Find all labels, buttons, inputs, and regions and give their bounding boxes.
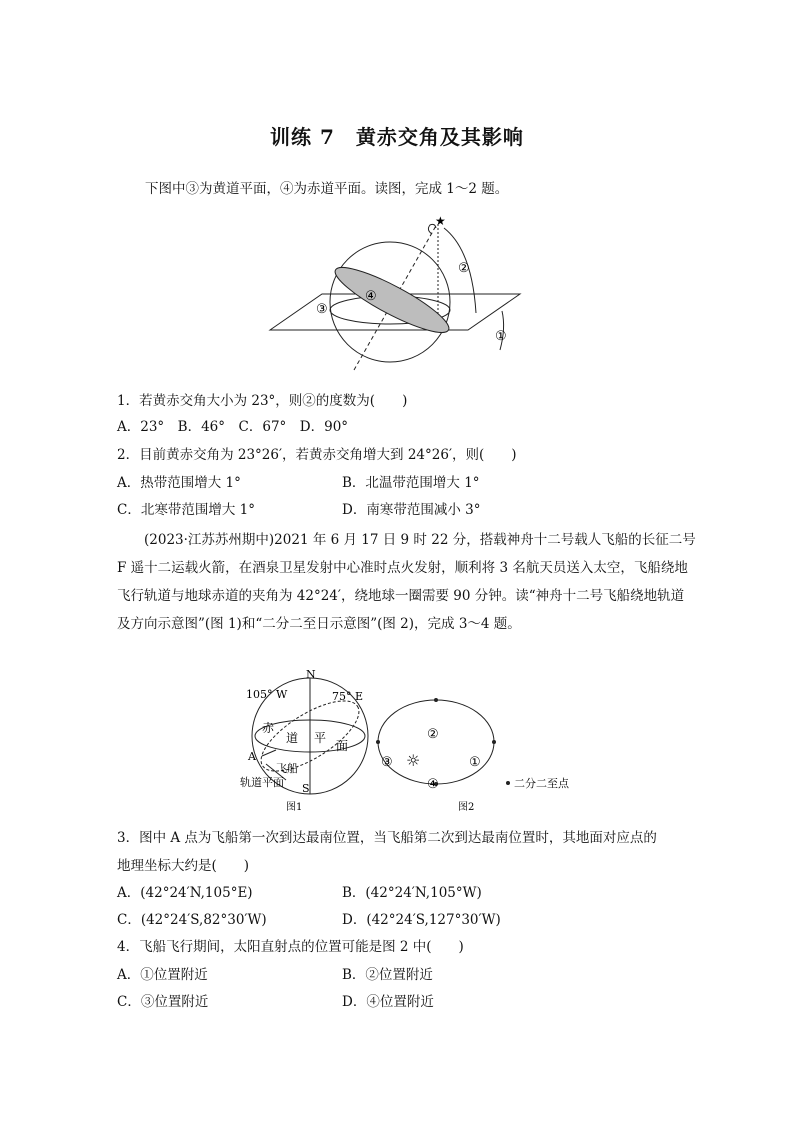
page-title: 训练 7 黄赤交角及其影响 xyxy=(270,125,524,149)
label-a: A xyxy=(248,750,256,763)
q2-option-a: A．热带范围增大 1° xyxy=(117,475,241,491)
star-icon: ★ xyxy=(435,214,446,228)
label-4: ④ xyxy=(365,289,377,304)
q2-stem: 2．目前黄赤交角为 23°26′，若黄赤交角增大到 24°26′，则( ) xyxy=(117,447,517,463)
label-dao: 道 xyxy=(286,731,299,745)
label-orbit-plane: 轨道平面 xyxy=(240,776,284,789)
ecliptic-equator-figure xyxy=(262,210,532,380)
label-75e: 75° E xyxy=(332,690,364,703)
label-2: ② xyxy=(458,261,470,276)
q2-option-b: B．北温带范围增大 1° xyxy=(342,475,480,491)
intro-text-2: (2023·江苏苏州期中)2021 年 6 月 17 日 9 时 22 分，搭载神舟十二号载人飞船的长征二号 F 遥十二运载火箭，在酒泉卫星发射中心准时点火发射，顺利将 3 名航天员送入太空，飞船绕地飞行轨道与地球赤道的夹角为 42°24′，绕地球一圈需要 90 分钟。读“神舟十二号飞船绕地轨道及方向示意图”(图 1)和“二分二至日示意图”(图 2)，完成 3～4 题。 xyxy=(117,532,696,632)
earth-orbit-ellipse xyxy=(378,700,494,784)
q3-option-a: A．(42°24′N,105°E) xyxy=(117,885,253,901)
q1-options: A．23° B．46° C．67° D．90° xyxy=(117,419,349,435)
q4-option-c: C．③位置附近 xyxy=(117,994,209,1010)
point-2 xyxy=(434,698,438,702)
label-s: S xyxy=(302,782,310,795)
q3-option-b: B．(42°24′N,105°W) xyxy=(342,885,482,901)
label-ping: 平 xyxy=(314,731,327,745)
label-3: ③ xyxy=(316,302,328,317)
q3-option-d: D．(42°24′S,127°30′W) xyxy=(342,912,501,928)
sun-icon: ☼ xyxy=(406,751,421,770)
label-circle-1: ① xyxy=(469,755,481,770)
label-1: ① xyxy=(495,329,507,344)
q2-option-d: D．南寒带范围减小 3° xyxy=(342,502,481,518)
q4-option-b: B．②位置附近 xyxy=(342,967,433,983)
legend-dot xyxy=(506,781,510,785)
label-legend: 二分二至点 xyxy=(514,777,569,790)
label-circle-2: ② xyxy=(427,727,439,742)
caption-fig1: 图1 xyxy=(286,802,303,813)
point-1 xyxy=(492,740,496,744)
label-circle-4: ④ xyxy=(427,777,439,792)
label-105w: 105° W xyxy=(246,688,288,701)
orbit-figures xyxy=(240,668,580,818)
q4-option-a: A．①位置附近 xyxy=(117,967,208,983)
label-chi: 赤 xyxy=(262,721,275,735)
label-mian: 面 xyxy=(336,739,349,753)
point-3 xyxy=(376,740,380,744)
q1-stem: 1．若黄赤交角大小为 23°，则②的度数为( ) xyxy=(117,393,408,409)
label-circle-3: ③ xyxy=(381,755,393,770)
q2-option-c: C．北寒带范围增大 1° xyxy=(117,502,255,518)
q3-option-c: C．(42°24′S,82°30′W) xyxy=(117,912,267,928)
q3-stem-line1: 3．图中 A 点为飞船第一次到达最南位置，当飞船第二次到达最南位置时，其地面对应点的 xyxy=(117,830,657,846)
intro-text-1: 下图中③为黄道平面，④为赤道平面。读图，完成 1～2 题。 xyxy=(145,181,509,197)
a-pointer xyxy=(262,750,276,756)
q4-option-d: D．④位置附近 xyxy=(342,994,434,1010)
q4-stem: 4．飞船飞行期间，太阳直射点的位置可能是图 2 中( ) xyxy=(117,939,464,955)
label-n: N xyxy=(306,668,316,681)
label-ship: 飞船 xyxy=(276,762,298,775)
q3-stem-line2: 地理坐标大约是( ) xyxy=(117,858,250,874)
caption-fig2: 图2 xyxy=(458,802,475,813)
